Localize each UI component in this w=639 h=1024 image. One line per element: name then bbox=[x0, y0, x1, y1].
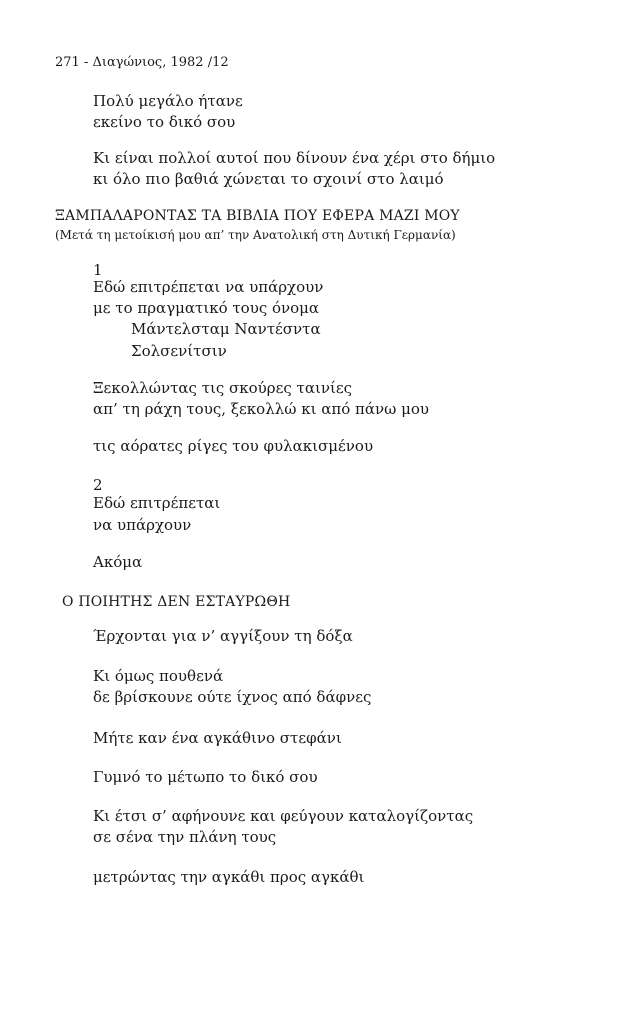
poem-line: Γυμνό το μέτωπο το δικό σου bbox=[93, 768, 318, 786]
poem-title: Ο ΠΟΙΗΤΗΣ ΔΕΝ ΕΣΤΑΥΡΩΘΗ bbox=[62, 594, 291, 610]
poem-line: με το πραγματικό τους όνομα bbox=[93, 299, 320, 317]
poem-subtitle: (Μετά τη μετοίκισή μου απ’ την Ανατολική στη Δυτική Γερμανία) bbox=[55, 228, 456, 242]
poem-line: Μάντελσταμ Ναντέσντα bbox=[131, 320, 321, 338]
poem-line: κι όλο πιο βαθιά χώνεται το σχοινί στο λαιμό bbox=[93, 170, 444, 188]
page-header: 271 - Διαγώνιος, 1982 /12 bbox=[55, 55, 229, 70]
poem-line: μετρώντας την αγκάθι προς αγκάθι bbox=[93, 868, 365, 886]
poem-line: Κι όμως πουθενά bbox=[93, 667, 224, 685]
poem-line: Σολσενίτσιν bbox=[131, 342, 227, 360]
poem-line: εκείνο το δικό σου bbox=[93, 113, 236, 131]
poem-line: Έρχονται για ν’ αγγίξουν τη δόξα bbox=[93, 627, 353, 645]
poem-line: να υπάρχουν bbox=[93, 516, 192, 534]
poem-line: Πολύ μεγάλο ήτανε bbox=[93, 92, 243, 110]
poem-line: σε σένα την πλάνη τους bbox=[93, 828, 277, 846]
poem-line: Κι έτσι σ’ αφήνουνε και φεύγουν καταλογίζοντας bbox=[93, 807, 474, 825]
poem-line: Εδώ επιτρέπεται bbox=[93, 494, 221, 512]
poem-line: Εδώ επιτρέπεται να υπάρχουν bbox=[93, 278, 324, 296]
poem-line: Κι είναι πολλοί αυτοί που δίνουν ένα χέρι στο δήμιο bbox=[93, 149, 496, 167]
poem-line: δε βρίσκουνε ούτε ίχνος από δάφνες bbox=[93, 688, 372, 706]
poem-line: Ακόμα bbox=[93, 553, 143, 571]
poem-line: Ξεκολλώντας τις σκούρες ταινίες bbox=[93, 379, 353, 397]
poem-title: ΞΑΜΠΑΛΑΡΟΝΤΑΣ ΤΑ ΒΙΒΛΙΑ ΠΟΥ ΕΦΕΡΑ ΜΑΖΙ ΜΟΥ bbox=[55, 208, 460, 224]
section-number: 1 bbox=[93, 261, 103, 279]
poem-line: Μήτε καν ένα αγκάθινο στεφάνι bbox=[93, 729, 342, 747]
poem-line: απ’ τη ράχη τους, ξεκολλώ κι από πάνω μου bbox=[93, 400, 430, 418]
poem-line: τις αόρατες ρίγες του φυλακισμένου bbox=[93, 437, 374, 455]
section-number: 2 bbox=[93, 476, 103, 494]
